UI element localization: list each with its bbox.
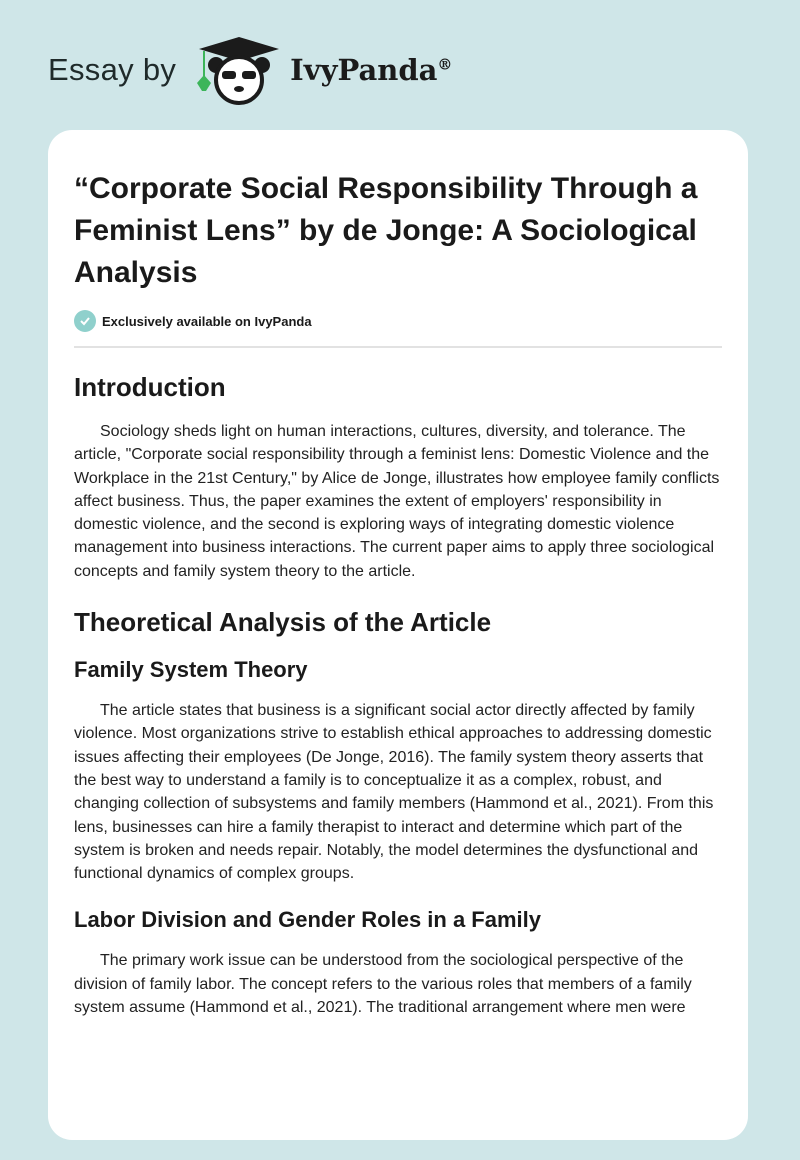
paragraph-introduction: Sociology sheds light on human interactions, cultures, diversity, and tolerance. The article, "Corporate social responsibility through a feminist lens: Domestic Violence and the Workplace in the 21st Century," by Alice de Jonge, illustrates how employee family conflicts affect business. Thus, the paper examines the extent of employers' responsibility in domestic violence, and the second is exploring ways of integrating domestic violence management into business interactions. The current paper aims to apply three sociological concepts and family system theory to the article.: [74, 423, 720, 580]
heading-theoretical-analysis: Theoretical Analysis of the Article: [74, 607, 492, 638]
ivypanda-logo-icon[interactable]: [194, 35, 284, 105]
check-icon: [74, 310, 96, 332]
paragraph-labor-division: The primary work issue can be understood from the sociological perspective of the division of family labor. The concept refers to the various roles that members of a family system assume (Hammond et al., 2021). The traditional arrangement where men were: [74, 952, 692, 1017]
essay-by-label: Essay by: [48, 52, 177, 87]
heading-introduction: Introduction: [74, 372, 226, 402]
exclusive-badge: [74, 310, 722, 332]
essay-title: “Corporate Social Responsibility Through a Feminist Lens” by de Jonge: A Sociological Analysis: [74, 172, 698, 289]
heading-labor-division: Labor Division and Gender Roles in a Family: [74, 907, 541, 933]
site-header: [48, 30, 452, 110]
paragraph-family-system-theory: The article states that business is a significant social actor directly affected by family violence. Most organizations strive to establish ethical approaches to addressing domestic issues affecting their employees (De Jonge, 2016). The family system theory asserts that the best way to understand a family is to conceptualize it as a complex, robust, and changing collection of subsystems and family members (Hammond et al., 2021). From this lens, businesses can hire a family therapist to interact and determine which part of the system is broken and needs repair. Notably, the model determines the dysfunctional and functional dynamics of complex groups.: [74, 702, 714, 883]
brand-name: IvyPanda®: [290, 53, 453, 87]
heading-family-system-theory: Family System Theory: [74, 657, 308, 683]
divider: [74, 346, 722, 348]
essay-card: [48, 130, 748, 1140]
badge-label: Exclusively available on IvyPanda: [102, 313, 312, 329]
